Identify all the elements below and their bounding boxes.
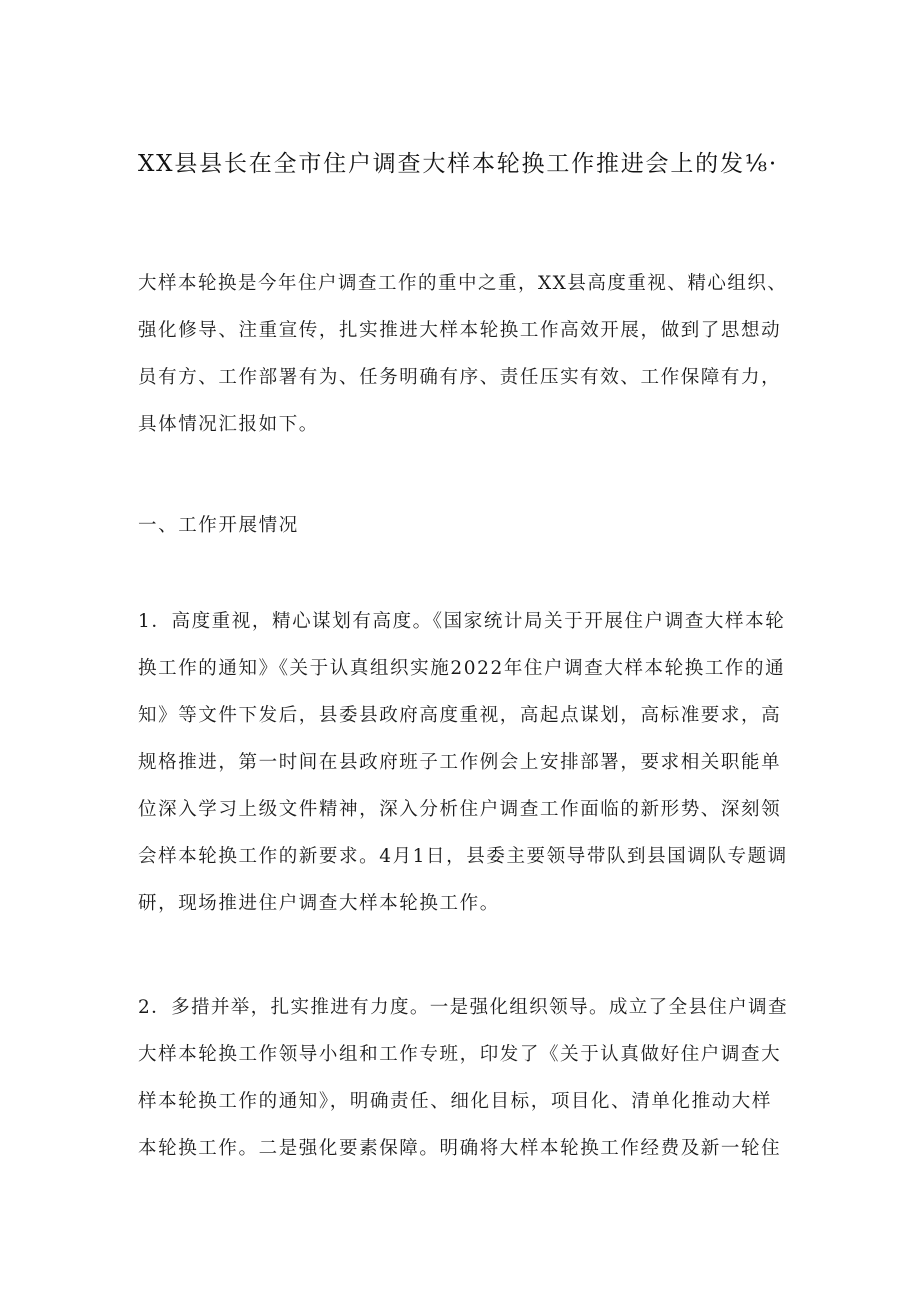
item-1-line-1: 1．高度重视，精心谋划有高度。《国家统计局关于开展住户调查大样本轮 xyxy=(138,611,786,632)
section-heading: 一、工作开展情况 xyxy=(138,515,299,536)
item-1-paragraph xyxy=(138,598,788,927)
item-1-line-4: 规格推进，第一时间在县政府班子工作例会上安排部署，要求相关职能单 xyxy=(138,752,782,773)
item-2-paragraph xyxy=(138,984,788,1172)
item-1-line-3: 知》等文件下发后，县委县政府高度重视，高起点谋划，高标准要求，高 xyxy=(138,705,782,726)
intro-line-2: 强化修导、注重宣传，扎实推进大样本轮换工作高效开展，做到了思想动 xyxy=(138,320,782,341)
item-2-line-2: 大样本轮换工作领导小组和工作专班，印发了《关于认真做好住户调查大 xyxy=(138,1044,782,1065)
item-2-line-3: 样本轮换工作的通知》，明确责任、细化目标，项目化、清单化推动大样 xyxy=(138,1091,772,1112)
intro-line-4: 具体情况汇报如下。 xyxy=(138,414,319,435)
item-1-line-7: 研，现场推进住户调查大样本轮换工作。 xyxy=(138,893,500,914)
section-heading-block xyxy=(138,502,788,549)
item-2-line-4: 本轮换工作。二是强化要素保障。明确将大样本轮换工作经费及新一轮住 xyxy=(138,1138,782,1159)
document-title: XX县县长在全市住户调查大样本轮换工作推进会上的发⅛· xyxy=(138,151,778,177)
item-1-line-2: 换工作的通知》《关于认真组织实施2022年住户调查大样本轮换工作的通 xyxy=(138,658,786,679)
item-1-line-5: 位深入学习上级文件精神，深入分析住户调查工作面临的新形势、深刻领 xyxy=(138,799,782,820)
intro-line-1: 大样本轮换是今年住户调查工作的重中之重，XX县高度重视、精心组织、 xyxy=(138,273,788,294)
intro-line-3: 员有方、工作部署有为、任务明确有序、责任压实有效、工作保障有力， xyxy=(138,367,782,388)
item-2-line-1: 2．多措并举，扎实推进有力度。一是强化组织领导。成立了全县住户调查 xyxy=(138,997,788,1018)
item-1-line-6: 会样本轮换工作的新要求。4月1日，县委主要领导带队到县国调队专题调 xyxy=(138,846,788,867)
intro-paragraph xyxy=(138,260,788,448)
